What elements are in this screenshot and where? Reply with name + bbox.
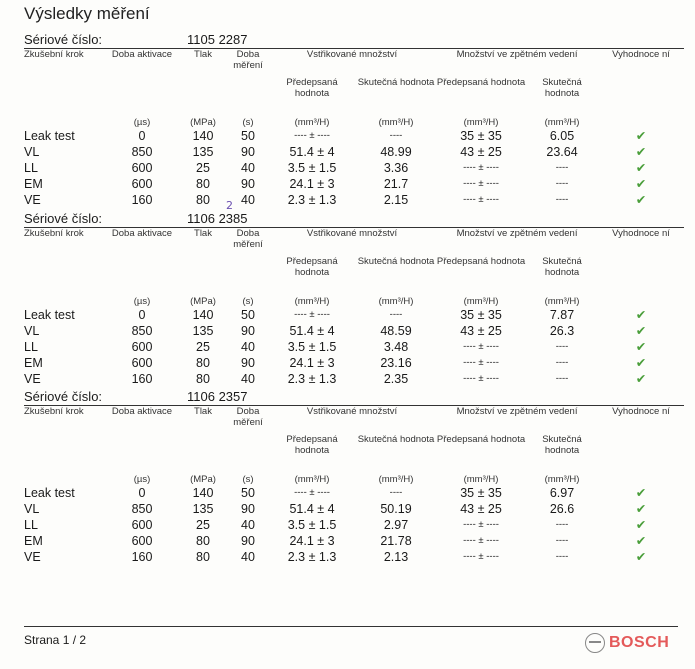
inj-actual-cell: 2.35: [383, 372, 409, 386]
duration-cell: 40: [241, 550, 255, 564]
activation-cell: 600: [131, 518, 153, 532]
activation-cell: 600: [131, 340, 153, 354]
inj-actual-cell: 48.59: [380, 324, 412, 338]
ret-actual-cell: ----: [555, 373, 569, 384]
duration-cell: 90: [241, 145, 255, 159]
unit-pressure: (MPa): [190, 117, 216, 128]
pressure-cell: 25: [196, 518, 210, 532]
step-cell: VL: [24, 324, 40, 338]
inj-nominal-cell: ---- ± ----: [294, 130, 330, 141]
header-inj-nominal: Předepsaná hodnota: [286, 77, 338, 99]
duration-cell: 90: [241, 534, 255, 548]
serial-divider: [24, 227, 684, 228]
unit-duration: (s): [242, 296, 254, 307]
pressure-cell: 80: [196, 550, 210, 564]
unit-ret-actual: (mm³/H): [544, 474, 580, 485]
unit-pressure: (MPa): [190, 296, 216, 307]
header-inj-actual: Skutečná hodnota: [357, 256, 435, 267]
logo-text: BOSCH: [609, 634, 670, 651]
header-pressure: Tlak: [194, 228, 212, 239]
pressure-cell: 135: [192, 502, 214, 516]
table-row: [24, 517, 684, 533]
header-duration: Doba měření: [233, 406, 263, 428]
measurement-table: [24, 406, 684, 565]
table-row: [24, 549, 684, 565]
pressure-cell: 25: [196, 161, 210, 175]
table-row: [24, 323, 684, 339]
activation-cell: 160: [131, 550, 153, 564]
ret-actual-cell: ----: [555, 535, 569, 546]
inj-actual-cell: ----: [389, 487, 403, 498]
inj-nominal-cell: 24.1 ± 3: [289, 356, 335, 370]
serial-divider: [24, 405, 684, 406]
pressure-cell: 25: [196, 340, 210, 354]
header-ret-nominal: Předepsaná hodnota: [436, 256, 526, 267]
header-pressure: Tlak: [194, 406, 212, 417]
duration-cell: 40: [241, 340, 255, 354]
header-ret-nominal: Předepsaná hodnota: [436, 77, 526, 88]
check-icon: ✔: [635, 502, 647, 516]
measurement-table: [24, 49, 684, 208]
ret-actual-cell: ----: [555, 357, 569, 368]
step-cell: VL: [24, 145, 40, 159]
activation-cell: 600: [131, 356, 153, 370]
header-injected: Vstřikované množství: [306, 49, 398, 60]
serial-divider: [24, 48, 684, 49]
step-cell: Leak test: [24, 486, 75, 500]
duration-cell: 40: [241, 518, 255, 532]
inj-actual-cell: 2.97: [383, 518, 409, 532]
header-ret-actual: Skutečná hodnota: [542, 434, 582, 456]
inj-nominal-cell: 3.5 ± 1.5: [287, 161, 337, 175]
ret-nominal-cell: ---- ± ----: [463, 194, 499, 205]
step-cell: LL: [24, 518, 38, 532]
header-ret-actual: Skutečná hodnota: [542, 77, 582, 99]
inj-actual-cell: 3.36: [383, 161, 409, 175]
table-row: [24, 339, 684, 355]
ret-actual-cell: ----: [555, 194, 569, 205]
serial-block: [24, 389, 684, 565]
duration-cell: 90: [241, 324, 255, 338]
inj-nominal-cell: 51.4 ± 4: [289, 324, 335, 338]
duration-cell: 50: [241, 308, 255, 322]
header-activation: Doba aktivace: [111, 228, 173, 239]
serial-line: [24, 32, 684, 48]
ret-actual-cell: ----: [555, 178, 569, 189]
page-title: Výsledky měření: [24, 4, 150, 23]
inj-nominal-cell: 3.5 ± 1.5: [287, 340, 337, 354]
inj-nominal-cell: ---- ± ----: [294, 309, 330, 320]
inj-nominal-cell: ---- ± ----: [294, 487, 330, 498]
inj-nominal-cell: 3.5 ± 1.5: [287, 518, 337, 532]
header-step: Zkušební krok: [24, 406, 84, 417]
check-icon: ✔: [635, 340, 647, 354]
header-inj-actual: Skutečná hodnota: [357, 77, 435, 88]
inj-actual-cell: ----: [389, 130, 403, 141]
activation-cell: 0: [138, 129, 146, 143]
header-return: Množství ve zpětném vedení: [456, 406, 578, 417]
page-number: Strana 1 / 2: [24, 633, 87, 647]
header-inj-nominal: Předepsaná hodnota: [286, 434, 338, 456]
unit-ret-actual: (mm³/H): [544, 117, 580, 128]
header-injected: Vstřikované množství: [306, 228, 398, 239]
unit-inj-actual: (mm³/H): [378, 296, 414, 307]
unit-inj-actual: (mm³/H): [378, 474, 414, 485]
ret-actual-cell: 26.3: [549, 324, 575, 338]
inj-actual-cell: 2.15: [383, 193, 409, 207]
table-row: [24, 355, 684, 371]
unit-inj-nominal: (mm³/H): [294, 296, 330, 307]
duration-cell: 50: [241, 486, 255, 500]
header-step: Zkušební krok: [24, 228, 84, 239]
inj-actual-cell: 50.19: [380, 502, 412, 516]
step-cell: EM: [24, 356, 43, 370]
unit-duration: (s): [242, 117, 254, 128]
header-duration: Doba měření: [233, 228, 263, 250]
pressure-cell: 140: [192, 129, 214, 143]
duration-cell: 90: [241, 177, 255, 191]
ret-actual-cell: 7.87: [549, 308, 575, 322]
ret-nominal-cell: 35 ± 35: [460, 308, 502, 322]
header-return: Množství ve zpětném vedení: [456, 228, 578, 239]
activation-cell: 600: [131, 177, 153, 191]
duration-cell: 50: [241, 129, 255, 143]
unit-duration: (s): [242, 474, 254, 485]
ret-actual-cell: 6.05: [549, 129, 575, 143]
table-row: [24, 485, 684, 501]
duration-cell: 90: [241, 356, 255, 370]
unit-activation: (µs): [133, 474, 151, 485]
header-return: Množství ve zpětném vedení: [456, 49, 578, 60]
serial-label: Sériové číslo:: [24, 211, 103, 226]
table-row: [24, 533, 684, 549]
serial-line: [24, 389, 684, 405]
step-cell: Leak test: [24, 129, 75, 143]
activation-cell: 600: [131, 161, 153, 175]
activation-cell: 160: [131, 193, 153, 207]
pressure-cell: 80: [196, 534, 210, 548]
unit-ret-nominal: (mm³/H): [463, 474, 499, 485]
inj-actual-cell: 3.48: [383, 340, 409, 354]
table-row: [24, 371, 684, 387]
ret-nominal-cell: 35 ± 35: [460, 486, 502, 500]
step-cell: EM: [24, 534, 43, 548]
check-icon: ✔: [635, 308, 647, 322]
ret-nominal-cell: ---- ± ----: [463, 341, 499, 352]
ret-actual-cell: 26.6: [549, 502, 575, 516]
pressure-cell: 80: [196, 177, 210, 191]
step-cell: VE: [24, 193, 41, 207]
inj-actual-cell: 21.7: [383, 177, 409, 191]
header-activation: Doba aktivace: [111, 406, 173, 417]
unit-ret-actual: (mm³/H): [544, 296, 580, 307]
inj-nominal-cell: 24.1 ± 3: [289, 177, 335, 191]
header-evaluation: Vyhodnoce ní: [612, 406, 670, 417]
ret-actual-cell: 23.64: [546, 145, 578, 159]
header-evaluation: Vyhodnoce ní: [612, 49, 670, 60]
measurement-table: [24, 228, 684, 387]
header-step: Zkušební krok: [24, 49, 84, 60]
header-ret-nominal: Předepsaná hodnota: [436, 434, 526, 445]
pressure-cell: 80: [196, 193, 210, 207]
step-cell: Leak test: [24, 308, 75, 322]
ret-nominal-cell: 43 ± 25: [460, 145, 502, 159]
activation-cell: 160: [131, 372, 153, 386]
table-row: [24, 501, 684, 517]
table-row: [24, 192, 684, 208]
check-icon: ✔: [635, 550, 647, 564]
step-cell: LL: [24, 161, 38, 175]
inj-nominal-cell: 2.3 ± 1.3: [287, 193, 337, 207]
unit-inj-actual: (mm³/H): [378, 117, 414, 128]
ret-actual-cell: ----: [555, 551, 569, 562]
unit-activation: (µs): [133, 296, 151, 307]
inj-actual-cell: 48.99: [380, 145, 412, 159]
bosch-armature-icon: [585, 633, 605, 653]
inj-nominal-cell: 2.3 ± 1.3: [287, 372, 337, 386]
activation-cell: 850: [131, 502, 153, 516]
check-icon: ✔: [635, 193, 647, 207]
check-icon: ✔: [635, 372, 647, 386]
activation-cell: 0: [138, 486, 146, 500]
table-row: [24, 176, 684, 192]
handwritten-annotation: 2: [226, 199, 233, 212]
inj-nominal-cell: 51.4 ± 4: [289, 145, 335, 159]
ret-actual-cell: ----: [555, 519, 569, 530]
pressure-cell: 140: [192, 486, 214, 500]
serial-number: 1105 2287: [187, 32, 248, 47]
check-icon: ✔: [635, 518, 647, 532]
activation-cell: 0: [138, 308, 146, 322]
duration-cell: 40: [241, 161, 255, 175]
footer-divider: [24, 626, 678, 627]
ret-nominal-cell: ---- ± ----: [463, 373, 499, 384]
header-ret-actual: Skutečná hodnota: [542, 256, 582, 278]
table-row: [24, 144, 684, 160]
serial-label: Sériové číslo:: [24, 389, 103, 404]
inj-actual-cell: ----: [389, 309, 403, 320]
header-inj-nominal: Předepsaná hodnota: [286, 256, 338, 278]
unit-pressure: (MPa): [190, 474, 216, 485]
ret-nominal-cell: ---- ± ----: [463, 357, 499, 368]
activation-cell: 600: [131, 534, 153, 548]
pressure-cell: 135: [192, 145, 214, 159]
header-activation: Doba aktivace: [111, 49, 173, 60]
step-cell: VL: [24, 502, 40, 516]
table-row: [24, 128, 684, 144]
pressure-cell: 80: [196, 372, 210, 386]
activation-cell: 850: [131, 145, 153, 159]
check-icon: ✔: [635, 324, 647, 338]
header-inj-actual: Skutečná hodnota: [357, 434, 435, 445]
table-row: [24, 160, 684, 176]
step-cell: VE: [24, 372, 41, 386]
check-icon: ✔: [635, 534, 647, 548]
check-icon: ✔: [635, 356, 647, 370]
check-icon: ✔: [635, 177, 647, 191]
step-cell: EM: [24, 177, 43, 191]
pressure-cell: 135: [192, 324, 214, 338]
step-cell: LL: [24, 340, 38, 354]
ret-nominal-cell: ---- ± ----: [463, 519, 499, 530]
inj-nominal-cell: 51.4 ± 4: [289, 502, 335, 516]
inj-actual-cell: 2.13: [383, 550, 409, 564]
pressure-cell: 140: [192, 308, 214, 322]
ret-actual-cell: 6.97: [549, 486, 575, 500]
activation-cell: 850: [131, 324, 153, 338]
inj-nominal-cell: 24.1 ± 3: [289, 534, 335, 548]
ret-nominal-cell: ---- ± ----: [463, 178, 499, 189]
ret-nominal-cell: 43 ± 25: [460, 324, 502, 338]
ret-nominal-cell: ---- ± ----: [463, 551, 499, 562]
ret-nominal-cell: ---- ± ----: [463, 162, 499, 173]
unit-inj-nominal: (mm³/H): [294, 474, 330, 485]
inj-actual-cell: 21.78: [380, 534, 412, 548]
serial-number: 1106 2385: [187, 211, 248, 226]
ret-nominal-cell: ---- ± ----: [463, 535, 499, 546]
ret-actual-cell: ----: [555, 341, 569, 352]
unit-activation: (µs): [133, 117, 151, 128]
inj-nominal-cell: 2.3 ± 1.3: [287, 550, 337, 564]
pressure-cell: 80: [196, 356, 210, 370]
ret-actual-cell: ----: [555, 162, 569, 173]
check-icon: ✔: [635, 145, 647, 159]
table-row: [24, 307, 684, 323]
serial-block: [24, 32, 684, 208]
check-icon: ✔: [635, 129, 647, 143]
check-icon: ✔: [635, 486, 647, 500]
check-icon: ✔: [635, 161, 647, 175]
bosch-logo: [585, 633, 669, 653]
ret-nominal-cell: 35 ± 35: [460, 129, 502, 143]
serial-number: 1106 2357: [187, 389, 248, 404]
ret-nominal-cell: 43 ± 25: [460, 502, 502, 516]
header-duration: Doba měření: [233, 49, 263, 71]
unit-inj-nominal: (mm³/H): [294, 117, 330, 128]
unit-ret-nominal: (mm³/H): [463, 296, 499, 307]
header-injected: Vstřikované množství: [306, 406, 398, 417]
duration-cell: 90: [241, 502, 255, 516]
unit-ret-nominal: (mm³/H): [463, 117, 499, 128]
inj-actual-cell: 23.16: [380, 356, 412, 370]
duration-cell: 40: [241, 193, 255, 207]
serial-label: Sériové číslo:: [24, 32, 103, 47]
header-pressure: Tlak: [194, 49, 212, 60]
duration-cell: 40: [241, 372, 255, 386]
header-evaluation: Vyhodnoce ní: [612, 228, 670, 239]
step-cell: VE: [24, 550, 41, 564]
